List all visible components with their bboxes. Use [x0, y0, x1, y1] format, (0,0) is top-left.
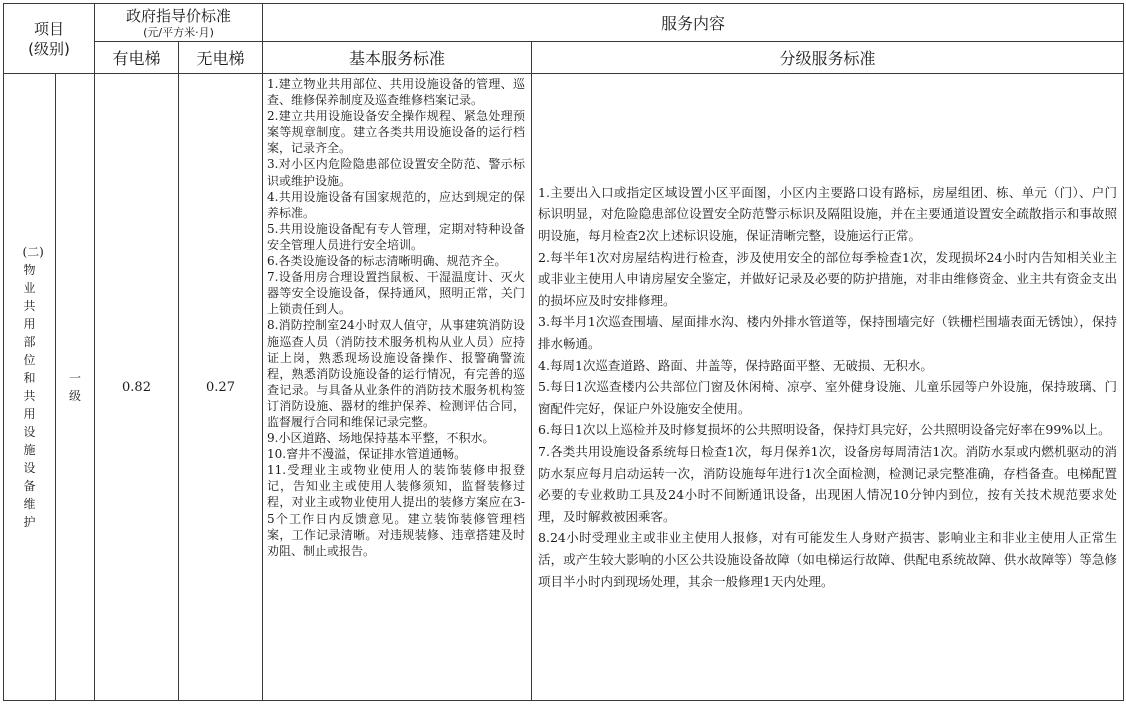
basic-item: 2.建立共用设施设备安全操作规程、紧急处理预案等规章制度。建立各类共用设施设备的运行档案，记录齐全。 — [267, 109, 526, 156]
basic-item: 7.设备用房合理设置挡鼠板、干湿温度计、灭火器等安全设施设备，保持通风，照明正常，关门上锁责任到人。 — [267, 270, 526, 317]
price-with-elevator: 0.82 — [95, 74, 179, 701]
price-unit-label: (元/平方米·月) — [143, 25, 214, 39]
graded-item: 1.主要出入口或指定区域设置小区平面图，小区内主要路口设有路标，房屋组团、栋、单元（门）、户门标识明显，对危险隐患部位设置安全防范警示标识及隔阻设施，并在主要通道设置安全疏散指示和事故照明设施，每月检查2次上述标识设施，保证清晰完整，设施运行正常。 — [538, 184, 1118, 244]
basic-item: 4.共用设施设备有国家规范的，应达到规定的保养标准。 — [267, 189, 526, 220]
graded-standard-header: 分级服务标准 — [532, 42, 1124, 74]
basic-item: 5.共用设施设备配有专人管理，定期对特种设备安全管理人员进行安全培训。 — [267, 221, 526, 252]
basic-standard-cell — [263, 74, 532, 701]
basic-item: 6.各类设施设备的标志清晰明确、规范齐全。 — [267, 254, 507, 269]
service-content-header: 服务内容 — [263, 4, 1124, 42]
item-header-label: 项目 — [33, 19, 64, 38]
graded-item: 3.每半月1次巡查围墙、屋面排水沟、楼内外排水管道等，保持围墙完好（铁栅栏围墙表面无锈蚀），保持排水畅通。 — [538, 314, 1118, 352]
basic-item: 10.窨井不漫溢，保证排水管道通畅。 — [267, 447, 467, 462]
graded-item: 4.每周1次巡查道路、路面、井盖等，保持路面平整、无破损、无积水。 — [538, 357, 933, 373]
level-label: 一级 — [68, 371, 81, 403]
basic-standard-header: 基本服务标准 — [263, 42, 532, 74]
graded-item: 8.24小时受理业主或非业主使用人报修，对有可能发生人身财产损害、影响业主和非业主使用人正常生活，或产生较大影响的小区公共设施设备故障（如电梯运行故障、供配电系统故障、供水故障等）等急修项目半小时内到现场处理，其余一般修理1天内处理。 — [538, 530, 1118, 589]
service-standard-table — [3, 3, 1124, 701]
graded-item: 2.每半年1次对房屋结构进行检查，涉及使用安全的部位每季检查1次，发现损坏24小时内告知相关业主或非业主使用人申请房屋安全鉴定，并做好记录及必要的防护措施，对非由维修资金、业主共有资金支出的损坏应及时安排修理。 — [538, 249, 1118, 308]
basic-item: 9.小区道路、场地保持基本平整，不积水。 — [267, 431, 495, 446]
price-header-label: 政府指导价标准 — [126, 6, 232, 25]
graded-standard-cell — [532, 74, 1124, 701]
graded-item: 6.每日1次以上巡检并及时修复损坏的公共照明设备，保持灯具完好，公共照明设备完好率在99%以上。 — [538, 422, 1111, 438]
basic-item: 11.受理业主或物业使用人的装饰装修申报登记，告知业主或使用人装修须知，监督装修过程，对业主或物业使用人提出的装修方案应在3-5个工作日内反馈意见。建立装饰装修管理档案，工作记录清晰。对违规装修、违章搭建及时劝阻、制止或报告。 — [267, 463, 526, 558]
level-header-label: (级别) — [28, 39, 70, 58]
category-cell — [4, 74, 56, 701]
graded-item: 7.各类共用设施设备系统每日检查1次，每月保养1次，设备房每周清洁1次。消防水泵或内燃机驱动的消防水泵应每月启动运转一次，消防设施每年进行1次全面检测，检测记录完整准确，存档备查。电梯配置必要的专业救助工具及24小时不间断通讯设备，出现困人情况10分钟内到位，按有关技术规范要求处理，及时解救被困乘客。 — [538, 443, 1118, 524]
category-label: (二)物业共用部位和共用设施设备维护 — [22, 245, 44, 529]
basic-item: 1.建立物业共用部位、共用设施设备的管理、巡查、维修保养制度及巡查维修档案记录。 — [267, 77, 526, 108]
price-header — [95, 4, 263, 42]
price-without-elevator: 0.27 — [179, 74, 263, 701]
item-level-header — [4, 4, 95, 74]
with-elevator-header: 有电梯 — [95, 42, 179, 74]
basic-item: 8.消防控制室24小时双人值守，从事建筑消防设施巡查人员（消防技术服务机构从业人员）应持证上岗，熟悉现场设施设备操作、报警确警流程，熟悉消防设施设备的运行情况，有完善的巡查记录。与具备从业条件的消防技术服务机构签订消防设施、器材的维护保养、检测评估合同，监督履行合同和维保记录完整。 — [267, 318, 526, 429]
basic-item: 3.对小区内危险隐患部位设置安全防范、警示标识或维护设施。 — [267, 157, 526, 188]
level-cell — [56, 74, 95, 701]
graded-item: 5.每日1次巡查楼内公共部位门窗及休闲椅、凉亭、室外健身设施、儿童乐园等户外设施，保持玻璃、门窗配件完好，保证户外设施安全使用。 — [538, 379, 1118, 416]
without-elevator-header: 无电梯 — [179, 42, 263, 74]
